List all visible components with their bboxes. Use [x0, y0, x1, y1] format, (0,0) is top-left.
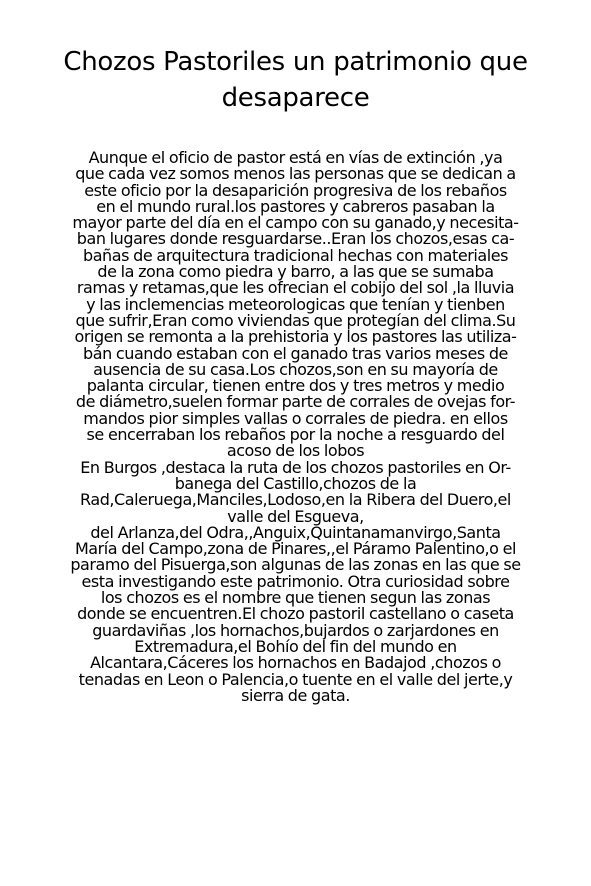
body-line: origen se remonta a la prehistoria y los pastores las utiliza-	[74, 327, 517, 347]
body-line: bañas de arquitectura tradicional hechas con materiales	[83, 245, 508, 265]
body-line: del Arlanza,del Odra,,Anguix,Quintanamanvirgo,Santa	[90, 522, 501, 542]
body-line: Alcantara,Cáceres los hornachos en Badajod ,chozos o	[90, 653, 501, 673]
body-line: ban lugares donde resguardarse..Eran los chozos,esas ca-	[76, 229, 515, 249]
body-line: Aunque el oficio de pastor está en vías de extinción ,ya	[88, 148, 503, 167]
body-line: bán cuando estaban con el ganado tras varios meses de	[83, 343, 508, 363]
body-line: que sufrir,Eran como viviendas que protegían del clima.Su	[75, 310, 516, 330]
body-line: En Burgos ,destaca la ruta de los chozos pastoriles en Or-	[80, 457, 511, 477]
body-line: que cada vez somos menos las personas que se dedican a	[75, 164, 516, 184]
body-line: ausencia de su casa.Los chozos,son en su mayoría de	[93, 359, 498, 379]
body-line: sierra de gata.	[241, 685, 350, 705]
body-line: esta investigando este patrimonio. Otra curiosidad sobre	[81, 571, 510, 591]
body-line: de la zona como piedra y barro, a las que se sumaba	[97, 262, 494, 282]
document-title	[40, 44, 551, 116]
body-line: y las inclemencias meteorologicas que tenían y tienben	[86, 294, 505, 314]
body-line: paramo del Pisuerga,son algunas de las zonas en las que se	[70, 555, 521, 575]
title-line: Chozos Pastoriles un patrimonio que	[63, 47, 528, 77]
body-line: en el mundo rural.los pastores y cabreros pasaban la	[96, 196, 495, 216]
body-line: acoso de los lobos	[226, 441, 365, 461]
body-line: palanta circular, tienen entre dos y tres metros y medio	[86, 376, 505, 396]
body-line: este oficio por la desaparición progresiva de los rebaños	[84, 180, 507, 200]
body-line: los chozos es el nombre que tienen segun las zonas	[100, 588, 491, 608]
body-line: Extremadura,el Bohío del fin del mundo en	[134, 636, 457, 656]
title-line: desaparece	[221, 83, 370, 113]
body-line: tenadas en Leon o Palencia,o tuente en el valle del jerte,y	[78, 669, 513, 689]
body-line: banega del Castillo,chozos de la	[174, 473, 417, 493]
body-line: mayor parte del día en el campo con su ganado,y necesita-	[72, 213, 519, 233]
body-line: mandos pior simples vallas o corrales de piedra. en ellos	[83, 408, 508, 428]
body-line: guardaviñas ,los hornachos,bujardos o zarjardones en	[92, 620, 499, 640]
body-line: de diámetro,suelen formar parte de corrales de ovejas for-	[75, 392, 516, 412]
body-line: ramas y retamas,que les ofrecian el cobijo del sol ,la lluvia	[76, 278, 515, 298]
document-body	[20, 150, 571, 704]
body-line: valle del Esgueva,	[227, 506, 364, 526]
body-line: donde se encuentren.El chozo pastoril castellano o caseta	[77, 604, 514, 624]
body-line: se encerraban los rebaños por la noche a resguardo del	[86, 425, 505, 445]
body-line: Rad,Caleruega,Manciles,Lodoso,en la Ribera del Duero,el	[80, 490, 511, 510]
body-line: María del Campo,zona de Pinares,,el Páramo Palentino,o el	[74, 539, 517, 559]
